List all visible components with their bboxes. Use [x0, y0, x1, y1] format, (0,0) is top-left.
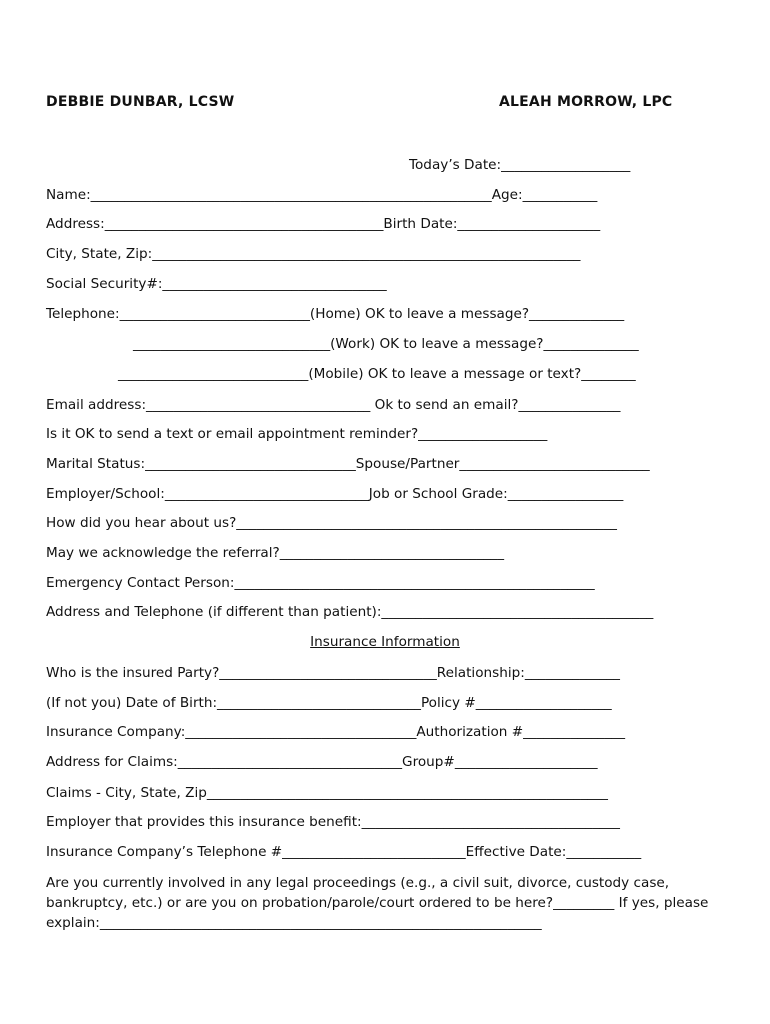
marital-spouse-field[interactable]: Marital Status:_______________________________Spouse/Partner____________________________ — [46, 456, 650, 472]
dob-policy-field[interactable]: (If not you) Date of Birth:______________________________Policy #____________________ — [46, 695, 612, 711]
alt-address-telephone-field[interactable]: Address and Telephone (if different than patient):________________________________________ — [46, 604, 654, 620]
provider-name-left: DEBBIE DUNBAR, LCSW — [46, 94, 235, 110]
address-birthdate-field[interactable]: Address:_________________________________________Birth Date:_____________________ — [46, 216, 601, 232]
insurance-telephone-field[interactable]: Insurance Company’s Telephone #___________________________Effective Date:___________ — [46, 844, 642, 860]
todays-date-field[interactable]: Today’s Date:___________________ — [409, 157, 631, 173]
claims-city-field[interactable]: Claims - City, State, Zip___________________________________________________________ — [46, 785, 608, 801]
employer-grade-field[interactable]: Employer/School:______________________________Job or School Grade:_________________ — [46, 486, 624, 502]
insurance-heading: Insurance Information — [310, 634, 460, 650]
telephone-work-field[interactable]: _____________________________(Work) OK to leave a message?______________ — [133, 336, 639, 352]
legal-proceedings-question[interactable]: Are you currently involved in any legal proceedings (e.g., a civil suit, divorce, custody case, bankruptcy, etc.) or are you on probation/parole/court ordered to be here?_________ If yes, please explain:_________________________________________________________________ — [46, 875, 709, 931]
telephone-mobile-field[interactable]: ____________________________(Mobile) OK to leave a message or text?________ — [118, 366, 636, 382]
provider-name-right: ALEAH MORROW, LPC — [499, 94, 673, 110]
insured-party-field[interactable]: Who is the insured Party?________________________________Relationship:______________ — [46, 665, 620, 681]
employer-benefit-field[interactable]: Employer that provides this insurance benefit:______________________________________ — [46, 814, 620, 830]
email-field[interactable]: Email address:_________________________________ Ok to send an email?_______________ — [46, 397, 621, 413]
claims-address-field[interactable]: Address for Claims:_________________________________Group#_____________________ — [46, 754, 598, 770]
acknowledge-referral-field[interactable]: May we acknowledge the referral?_________________________________ — [46, 545, 505, 561]
city-state-zip-field[interactable]: City, State, Zip:_______________________________________________________________ — [46, 246, 581, 262]
insurance-company-field[interactable]: Insurance Company:__________________________________Authorization #_______________ — [46, 724, 626, 740]
social-security-field[interactable]: Social Security#:_________________________________ — [46, 276, 387, 292]
emergency-contact-field[interactable]: Emergency Contact Person:_____________________________________________________ — [46, 575, 595, 591]
name-age-field[interactable]: Name:___________________________________________________________Age:___________ — [46, 187, 598, 203]
referral-source-field[interactable]: How did you hear about us?________________________________________________________ — [46, 515, 617, 531]
telephone-home-field[interactable]: Telephone:____________________________(Home) OK to leave a message?______________ — [46, 306, 625, 322]
text-reminder-field[interactable]: Is it OK to send a text or email appointment reminder?___________________ — [46, 426, 548, 442]
